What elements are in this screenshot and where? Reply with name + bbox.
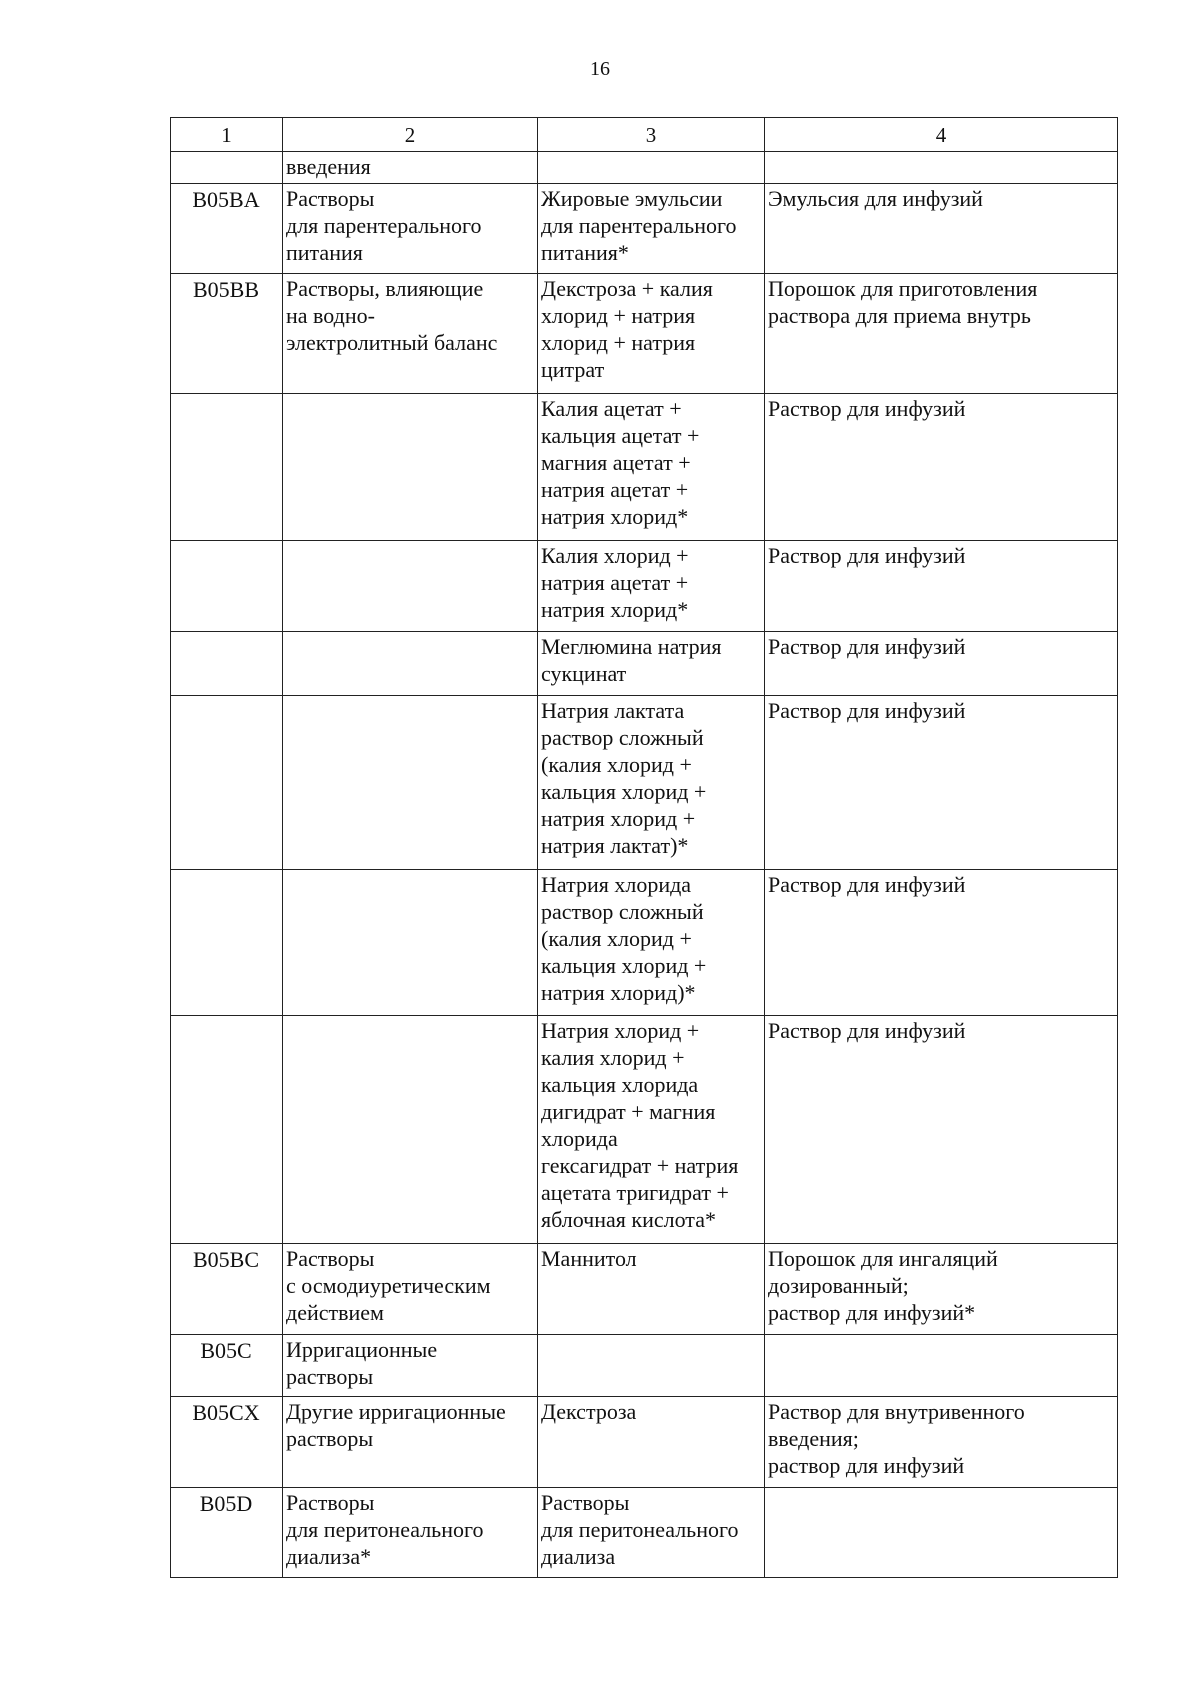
atc-code-cell — [171, 696, 283, 870]
drug-name-cell: Натрия лактата раствор сложный (калия хлорид + кальция хлорид + натрия хлорид + натрия лактат)* — [538, 696, 765, 870]
group-name-cell: Растворы с осмодиуретическим действием — [283, 1244, 538, 1335]
table-row — [171, 1244, 1118, 1335]
drug-name-cell: Калия ацетат + кальция ацетат + магния ацетат + натрия ацетат + натрия хлорид* — [538, 394, 765, 541]
dosage-form-cell: Раствор для инфузий — [765, 632, 1118, 696]
atc-code-cell — [171, 1016, 283, 1244]
dosage-form-cell: Раствор для инфузий — [765, 1016, 1118, 1244]
group-name-cell: Растворы для перитонеального диализа* — [283, 1488, 538, 1578]
group-name-cell: Другие ирригационные растворы — [283, 1397, 538, 1488]
dosage-form-cell: Раствор для инфузий — [765, 696, 1118, 870]
atc-code-cell — [171, 394, 283, 541]
table-row — [171, 394, 1118, 541]
table-row — [171, 1488, 1118, 1578]
atc-code-cell: B05BC — [171, 1244, 283, 1335]
group-name-cell: Растворы, влияющие на водно- электролитный баланс — [283, 274, 538, 394]
dosage-form-cell: Раствор для инфузий — [765, 541, 1118, 632]
table-row — [171, 274, 1118, 394]
dosage-form-cell — [765, 152, 1118, 184]
table-row — [171, 632, 1118, 696]
dosage-form-cell: Порошок для приготовления раствора для приема внутрь — [765, 274, 1118, 394]
drug-name-cell: Натрия хлорид + калия хлорид + кальция хлорида дигидрат + магния хлорида гексагидрат + натрия ацетата тригидрат + яблочная кислота* — [538, 1016, 765, 1244]
drug-name-cell: Жировые эмульсии для парентерального питания* — [538, 184, 765, 274]
drug-name-cell: Натрия хлорида раствор сложный (калия хлорид + кальция хлорид + натрия хлорид)* — [538, 870, 765, 1016]
atc-code-cell: B05C — [171, 1335, 283, 1397]
group-name-cell — [283, 870, 538, 1016]
group-name-cell: Ирригационные растворы — [283, 1335, 538, 1397]
group-name-cell: Растворы для парентерального питания — [283, 184, 538, 274]
column-header-4: 4 — [765, 118, 1118, 152]
drug-table — [170, 117, 1118, 1578]
group-name-cell — [283, 1016, 538, 1244]
column-header-1: 1 — [171, 118, 283, 152]
group-name-cell — [283, 394, 538, 541]
drug-name-cell — [538, 152, 765, 184]
drug-name-cell: Декстроза + калия хлорид + натрия хлорид + натрия цитрат — [538, 274, 765, 394]
page-number: 16 — [590, 58, 610, 80]
table-row — [171, 696, 1118, 870]
column-header-2: 2 — [283, 118, 538, 152]
atc-code-cell — [171, 632, 283, 696]
atc-code-cell — [171, 870, 283, 1016]
column-header-3: 3 — [538, 118, 765, 152]
table-row — [171, 1335, 1118, 1397]
dosage-form-cell — [765, 1488, 1118, 1578]
dosage-form-cell: Раствор для инфузий — [765, 394, 1118, 541]
table-row — [171, 1016, 1118, 1244]
drug-name-cell: Маннитол — [538, 1244, 765, 1335]
atc-code-cell: B05CX — [171, 1397, 283, 1488]
atc-code-cell — [171, 152, 283, 184]
dosage-form-cell: Раствор для инфузий — [765, 870, 1118, 1016]
atc-code-cell: B05BA — [171, 184, 283, 274]
drug-name-cell: Декстроза — [538, 1397, 765, 1488]
group-name-cell — [283, 632, 538, 696]
drug-name-cell: Калия хлорид + натрия ацетат + натрия хлорид* — [538, 541, 765, 632]
atc-code-cell — [171, 541, 283, 632]
group-name-cell — [283, 696, 538, 870]
table-row — [171, 1397, 1118, 1488]
table-row — [171, 152, 1118, 184]
drug-name-cell: Растворы для перитонеального диализа — [538, 1488, 765, 1578]
dosage-form-cell: Порошок для ингаляций дозированный; раствор для инфузий* — [765, 1244, 1118, 1335]
drug-name-cell — [538, 1335, 765, 1397]
header-row — [171, 118, 1118, 152]
table-row — [171, 870, 1118, 1016]
dosage-form-cell: Эмульсия для инфузий — [765, 184, 1118, 274]
drug-name-cell: Меглюмина натрия сукцинат — [538, 632, 765, 696]
atc-code-cell: B05BB — [171, 274, 283, 394]
dosage-form-cell — [765, 1335, 1118, 1397]
group-name-cell: введения — [283, 152, 538, 184]
group-name-cell — [283, 541, 538, 632]
table-row — [171, 184, 1118, 274]
dosage-form-cell: Раствор для внутривенного введения; раствор для инфузий — [765, 1397, 1118, 1488]
table-row — [171, 541, 1118, 632]
atc-code-cell: B05D — [171, 1488, 283, 1578]
